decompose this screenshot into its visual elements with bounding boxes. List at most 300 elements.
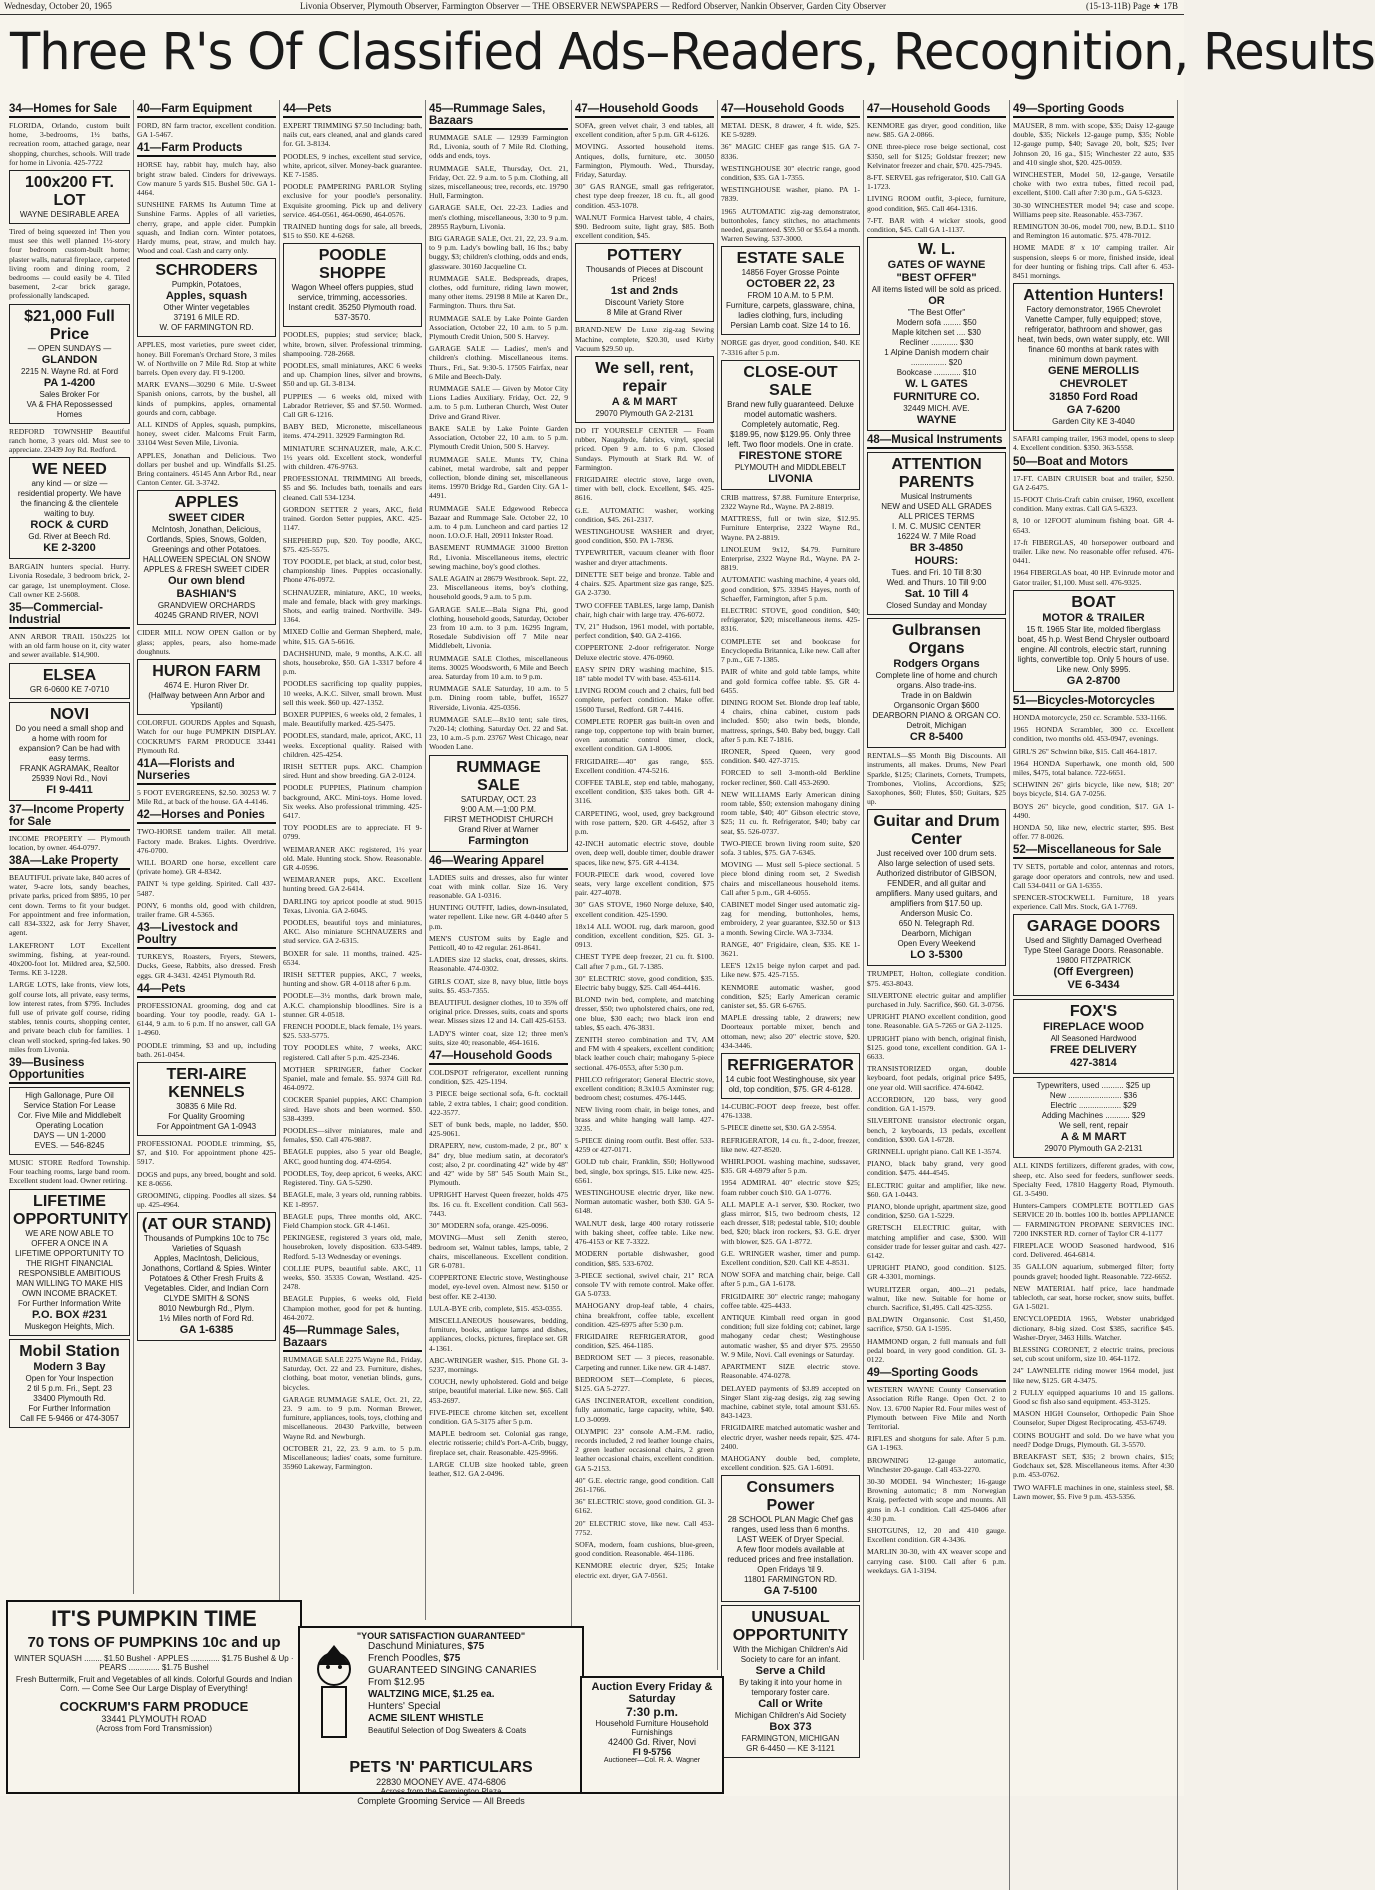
classified-ad: 3-PIECE sectional, swivel chair, 21" RCA console TV with remote control. Make offer. GA 5-0733.: [575, 1270, 714, 1299]
display-ad-line: LAST WEEK of Dryer Special.: [737, 1535, 844, 1545]
classified-ad: GIRLS COAT, size 8, navy blue, little boys suits. $5. 453-7355.: [429, 976, 568, 995]
classified-ad: LIVING ROOM couch and 2 chairs, full bed complete, perfect condition. Make offer. 15600 Tursel, Redford. GR 7-4416.: [575, 686, 714, 714]
classified-ad: HOME MADE 8' x 10' camping trailer. Air suspension, sleeps 6 or more, finished inside, ideal for deer hunting or fishing trips. Call after 6. 453-8451 mornings.: [1013, 243, 1174, 281]
section-heading: 45—Rummage Sales, Bazaars: [283, 1325, 422, 1352]
display-ad-line: Grand River at Warner: [458, 824, 539, 834]
section-heading: 45—Rummage Sales, Bazaars: [429, 103, 568, 130]
classified-ad: FLORIDA, Orlando, custom built home, 3-bedrooms, 1½ baths, recreation room, attached garage, near shopping, churches, schools. Will trade for home in Livonia. 425-7722: [9, 121, 130, 167]
classified-ad: PROFESSIONAL TRIMMING All breeds, $5 and $6. Includes bath, toenails and ears cleaned. Call 534-1234.: [283, 474, 422, 502]
classified-ad: MARLIN 30-30, with 4X weaver scope and carrying case. $100. Call after 6 p.m. weekdays. GA 1-3194.: [867, 1547, 1006, 1575]
classified-ad: DINETTE SET beige and bronze. Table and 4 chairs. $25. Apartment size gas range, $25. GA 2-3730.: [575, 569, 714, 598]
classified-ad: LARGE CLUB size hooked table, green leather, $12. GA 2-0496.: [429, 1459, 568, 1478]
display-ad-line: A & M MART: [1060, 1131, 1127, 1144]
section-heading: 49—Sporting Goods: [867, 1367, 1006, 1382]
display-ad: [1013, 590, 1174, 692]
classified-ad: 17-ft FIBERGLAS, 40 horsepower outboard and trailer. Like new. No reasonable offer refused. 476-0441.: [1013, 537, 1174, 566]
display-ad-line: 29070 Plymouth GA 2-2131: [595, 409, 694, 419]
classified-ad: FOUR-PIECE dark wood, covered love seats, very large excellent condition, $75 pair. 427-4078.: [575, 869, 714, 898]
classified-ad: 2 FULLY equipped aquariums 10 and 15 gallons. Good sc fish also sand equipment. 453-3125.: [1013, 1387, 1174, 1407]
display-ad-line: 8 Mile at Grand River: [606, 308, 683, 318]
display-ad-line: TERI-AIRE KENNELS: [166, 1065, 247, 1101]
classified-ad: FRIGIDAIRE electric stove, large oven, timer with bell, clock. Excellent, $45. 425-8616.: [575, 475, 714, 503]
classified-ad: NEW WILLIAMS Early American dining room table, $50; extension mahogany dining room table, $40; 40" Gibson electric stove, $25; 11 cu. ft. Refrigerator, $40; baby car seat, $5. 526-0737.: [721, 789, 860, 836]
display-ad-line: ELSEA: [42, 666, 97, 684]
display-ad-line: W. L GATES: [905, 378, 968, 391]
display-ad-line: ROCK & CURD: [30, 519, 109, 532]
display-ad-line: Maple kitchen set .... $30: [892, 328, 981, 338]
display-ad-line: Just received over 100 drum sets. Also large selection of used sets. Authorized distributor of GIBSON, FENDER, and all guitar and amplifiers. Many used guitars, and amplifiers from $17.50 up.: [875, 849, 998, 909]
classified-ad: 7-FT. BAR with 4 wicker stools, good condition, $45. Call GA 1-1137.: [867, 215, 1006, 235]
display-ad-line: 14856 Foyer Grosse Pointe: [741, 268, 840, 278]
classified-ad: NEW MATERIAL half price, lace handmade tablecloth, car seat, horse rocker, snow suits, buffet. GA 1-5021.: [1013, 1283, 1174, 1312]
classified-ad: 1964 FIBERGLAS boat, 40 HP. Evinrude motor and Gator trailer, $1,100. Must sell. 476-9325.: [1013, 568, 1174, 587]
section-heading: 39—Business Opportunities: [9, 1057, 130, 1084]
display-ad-line: UNUSUAL OPPORTUNITY: [732, 1609, 849, 1645]
pumpkin-address: 33441 PLYMOUTH ROAD: [101, 1714, 207, 1724]
classified-ad: 30" MODERN sofa, orange. 425-0096.: [429, 1221, 549, 1231]
display-ad-line: Garden City KE 3-4040: [1052, 417, 1135, 427]
classified-ad: NEW living room chair, in beige tones, and brass and white hanging wall lamp. 427-3235.: [575, 1105, 714, 1133]
classified-ad: BEAGLE pups, Three months old, AKC. Field Champion stock. GR 4-1461.: [283, 1211, 422, 1230]
classified-ad: LARGE LOTS, lake fronts, view lots, golf course lots, all private, easy terms, low interest rates, from $795. Includes full use of private golf course, riding stables, tennis courts, shopping center, and private beach club for families. 1 clean well stocked, spring-fed lakes. 90 miles from Livonia.: [9, 980, 130, 1054]
classified-ad: LULA-BYE crib, complete, $15. 453-0355.: [429, 1303, 563, 1313]
classified-ad: COLORFUL GOURDS Apples and Squash, Watch for our huge PUMPKIN DISPLAY. COCKRUM'S FARM PRODUCE 33441 Plymouth Rd.: [137, 718, 276, 755]
classified-ad: 1965 AUTOMATIC zig-zag demonstrator, buttonholes, fancy stitches, no attachments needed, guaranteed. $59.50 or $5.64 a month. Warren Sewing. 537-3000.: [721, 206, 860, 244]
display-ad-line: EVES. — 546-8245: [34, 1140, 105, 1150]
classified-ad: CIDER MILL NOW OPEN Gallon or by glass; apples, pears, also home-made doughnuts.: [137, 628, 276, 656]
classified-ad: HONDA 50, like new, electric starter, $95. Best offer. 77 8-0026.: [1013, 822, 1174, 842]
display-ad-line: GA 7-5100: [763, 1585, 818, 1598]
classified-ad: BAKE SALE by Lake Pointe Garden Association, October 22, 10 a.m. to 5 p.m. Plymouth Credit Union, 500 S. Harvey.: [429, 423, 568, 452]
display-ad-line: Rodgers Organs: [893, 658, 980, 671]
display-ad-line: OR: [928, 295, 945, 308]
section-heading: 52—Miscellaneous for Sale: [1013, 844, 1174, 859]
display-ad-line: Open Fridays 'til 9.: [757, 1565, 824, 1575]
classified-ad: RUMMAGE SALE Clothes, miscellaneous items. 30025 Woodsworth, 6 Mile and Beech area. Saturday from 10 a.m. to 9 p.m.: [429, 653, 568, 681]
classified-ad: TURKEYS, Roasters, Fryers, Stewers, Ducks, Geese, Rabbits, also dressed. Fresh eggs. GR 4-3431. 42451 Plymouth Rd.: [137, 952, 276, 980]
section-heading: 50—Boat and Motors: [1013, 456, 1174, 471]
pets-line8: Beautiful Selection of Dog Sweaters & Coats: [368, 1726, 527, 1735]
classified-ad: TRAINED hunting dogs for sale, all breeds, $15 to $50. KE 4-6268.: [283, 222, 422, 241]
classified-ad: COUCH, newly upholstered. Gold and beige stripe, beautiful material. Like new. $65. Call 453-2697.: [429, 1377, 568, 1405]
display-ad-line: All Seasoned Hardwood: [1050, 1034, 1137, 1044]
auction-phone: FI 9-5756: [632, 1747, 672, 1757]
display-ad-line: I. M. C. MUSIC CENTER: [892, 522, 981, 532]
classified-ad: BREAKFAST SET, $35; 2 brown chairs, $15; Godchaux set, $28. Miscellaneous items. After 4:30 p.m. 453-0762.: [1013, 1452, 1174, 1480]
classified-ad: MAUSER, 8 mm. with scope, $35; Daisy 12-gauge double, $35; Nickels 12-gauge pump, $35; Noble 12-gauge pump, $40; Savage 20, bolt, $25; Iver Johnson 20, 16 ga., $15; Winchester 22 auto, $35 and 410 single shot, $20. 425-0059.: [1013, 121, 1174, 167]
display-ad-line: FREE DELIVERY: [1050, 1044, 1137, 1057]
display-ad-line: "The Best Offer": [907, 308, 966, 318]
classified-ad: UPRIGHT piano with bench, original finish, $125. good tone, excellent condition. GA 1-6633.: [867, 1033, 1006, 1062]
classified-ad: HORSE hay, rabbit hay, mulch hay, also bright straw baled. Cinders for driveways. Cow manure 5 yards $15. Bushel 50c. GA 1-4464.: [137, 160, 276, 198]
display-ad-line: 2 til 5 p.m. Fri., Sept. 23: [27, 1383, 112, 1393]
pets-phone: 474-6806: [467, 1777, 506, 1787]
display-ad-line: Apples, MacIntosh, Delicious, Jonathons, Cortland & Spies. Winter Potatoes & Other Fresh Fruits & Vegetables. Cider, and Indian Corn: [142, 1254, 271, 1294]
classified-ad: RIFLES and shotguns for sale. After 5 p.m. GA 1-1963.: [867, 1434, 1006, 1453]
display-ad-line: We sell, rent, repair: [595, 360, 694, 396]
display-ad-line: 30835 6 Mile Rd.: [176, 1101, 237, 1111]
section-heading: 48—Musical Instruments: [867, 434, 1006, 449]
display-ad: [867, 809, 1006, 966]
display-ad-line: Call FE 5-9466 or 474-3057: [20, 1413, 119, 1423]
classified-ad: GORDON SETTER 2 years, AKC, field trained. Gordon Setter puppies, AKC. 425-1147.: [283, 504, 422, 533]
classified-ad: LIVING ROOM outfit, 3-piece, furniture, good condition, $65. Call 464-1316.: [867, 194, 1006, 213]
display-ad-line: Wagon Wheel offers puppies, stud service, trimming, accessories. Instant credit. 35250 Plymouth road. 537-3570.: [288, 283, 417, 323]
display-ad-line: Gulbransen Organs: [892, 622, 981, 658]
display-ad-line: WAYNE: [916, 414, 957, 427]
classified-ad: COFFEE TABLE, step end table, mahogany, excellent condition, $35 takes both. GR 4-3116.: [575, 777, 714, 806]
display-ad: [867, 452, 1006, 615]
classified-ad: WALNUT Formica Harvest table, 4 chairs, $90. Bedroom suite, light gray, $85. Both excellent condition, $45.: [575, 212, 714, 241]
classified-ad: TWO COFFEE TABLES, large lamp, Danish chair, high chair with large tray. 476-6072.: [575, 600, 714, 619]
classified-ad: APPLES, most varieties, pure sweet cider, honey. Bill Foreman's Orchard Store, 3 miles W. of Northville on 7 Mile Rd. Stop at white barrels. Open every day. FI 9-1200.: [137, 340, 276, 378]
section-heading: 47—Household Goods: [575, 103, 714, 118]
classified-ad: FRIGIDAIRE—40" gas range, $55. Excellent condition. 474-5216.: [575, 756, 714, 775]
classified-ad: 35 GALLON aquarium, submerged filter; forty pounds gravel; hooded light. Reasonable. 722-6652.: [1013, 1262, 1174, 1281]
classified-ad: WALNUT desk, large 400 rotary rotisserie with baking sheet, coffee table. Like new. 476-4153 or KE 7-3322.: [575, 1218, 714, 1247]
classified-ad: DARLING toy apricot poodle at stud. 9015 Texas, Livonia. GA 2-6045.: [283, 896, 422, 915]
classified-column: [6, 100, 134, 1594]
pets-price2: $75: [443, 1653, 461, 1664]
section-heading: 37—Income Property for Sale: [9, 804, 130, 831]
section-heading: 38A—Lake Property: [9, 855, 130, 870]
classified-ad: RUMMAGE SALE—8x10 tent; sale tires, 7x20-14; clothing. Saturday Oct. 22 and Sat. 23, 10 a.m.-5 p.m. 23767 West Chicago, near Wooden Lane.: [429, 714, 568, 752]
classified-ad: 30-30 MODEL 94 Winchester; 16-gauge Browning automatic; 8 mm Norwegian Kraig, perfected with scope and mounts. All guns in A-1 condition. Call 425-0406 after 4:30 p.m.: [867, 1477, 1006, 1523]
display-ad: [137, 1062, 276, 1136]
display-ad-line: FIREPLACE WOOD: [1043, 1021, 1144, 1034]
classified-ad: BARGAIN hunters special. Hurry. Livonia Rosedale, 3 bedroom brick, 2-car garage, 1st unemployment. Close. Call owner KE 2-5608.: [9, 562, 130, 599]
display-ad-line: BR 3-4850: [909, 542, 964, 555]
classified-ad: TRANSISTORIZED organ, double keyboard, foot pedals, original price $495, one year old. Will sacrifice. 474-6042.: [867, 1064, 1006, 1092]
classified-ad: CABINET model Singer used automatic zig-zag for mending, buttonholes, hems, embroidery, 2 year guarantee, $32.50 or $13 a month. Sewing Circle. WA 3-7334.: [721, 899, 860, 937]
classified-ad: FRIGIDAIRE 30" electric range; mahogany coffee table. 425-4433.: [721, 1291, 860, 1310]
classified-ad: ALL MAPLE A-1 server, $30. Rocker, two glass mirror, $15, two bedroom chests, 12 each dresser, $18; pedestal table, $10; double bed, $20; black iron rockers, $3. G.E. dryer with blower, $25. GA 1-8772.: [721, 1199, 860, 1246]
classified-column: [134, 100, 280, 1620]
pumpkin-note: (Across from Ford Transmission): [95, 1724, 213, 1733]
display-ad: [137, 490, 276, 625]
classified-ad: NOW SOFA and matching chair, beige. Call after 5 p.m., GA 1-6178.: [721, 1270, 860, 1289]
classified-ad: BASEMENT RUMMAGE 31000 Bretton Rd., Livonia. Miscellaneous items, electric sewing machine, boy's good clothes.: [429, 543, 568, 571]
classified-ad: POODLE PAMPERING PARLOR Styling exclusive for your poodle's personality. Exquisite grooming. Pick up and delivery service. 464-0561, 464-0690, 464-0576.: [283, 182, 422, 219]
classified-ad: WHIRLPOOL washing machine, sudssaver, $35. GR 4-6979 after 5 p.m.: [721, 1157, 860, 1176]
classified-ad: ENCYCLOPEDIA 1965, Webster unabridged dictionary, 8-big sized. Cost $385, sacrifice $45. Washer-Dryer, 3463 Hills. Watcher.: [1013, 1314, 1174, 1342]
display-ad-line: ESTATE SALE: [736, 250, 845, 268]
display-ad: [9, 1339, 130, 1428]
classified-ad: PROFESSIONAL POODLE trimming, $5, $7, and $10. For appointment phone 425-5917.: [137, 1138, 276, 1167]
pets-line4: From $12.95: [368, 1677, 425, 1688]
classified-ad: FORCED to sell 3-month-old Berkline rocker recliner, $60. Call 453-2690.: [721, 768, 860, 787]
classified-ad: 24" LAWNELITE riding mower 1964 model, just like new, $125. GR 4-3475.: [1013, 1366, 1174, 1385]
display-ad: [9, 702, 130, 801]
auction-time: 7:30 p.m.: [625, 1705, 679, 1719]
display-ad-line: 37191 6 MILE RD.: [173, 313, 240, 323]
classified-ad: TWO WAFFLE machines in one, stainless steel, $8. Lawn mower, $5. Five 9 p.m. 453-5356.: [1013, 1482, 1174, 1501]
classified-ad: SPENCER-STOCKWELL Furniture, 18 years experience. Call Mrs. Stock, GA 1-7769.: [1013, 892, 1174, 912]
display-ad-line: Open for Your Inspection: [25, 1373, 114, 1383]
classified-ad: METAL DESK, 8 drawer, 4 ft. wide, $25. KE 5-9289.: [721, 121, 860, 140]
classified-ad: COMPLETE ROPER gas built-in oven and range top, coppertone top with brain burner, oven automatic control timer, clock, excellent condition. GA 1-8006.: [575, 716, 714, 754]
display-ad-line: Modern 3 Bay: [33, 1360, 106, 1373]
classified-ad: TWO-HORSE tandem trailer. All metal. Factory made. Brakes. Lights. Overdrive. 476-0700.: [137, 827, 276, 855]
classified-ad: BABY BED, Micronette, miscellaneous items. 474-2911. 32929 Farmington Rd.: [283, 422, 422, 441]
display-ad-line: SATURDAY, OCT. 23: [460, 794, 537, 804]
classified-ad: DRAPERY, new, custom-made, 2 pr., 80" x 84" dry, blue medium satin, at decorator's cost; also, 2 pr. coordinating 42" wide by 48" and 42" wide by 58" 545 South Main St., Plymouth.: [429, 1141, 568, 1188]
classified-ad: SOFA, modern, foam cushions, blue-green, good condition. Reasonable. 464-1186.: [575, 1539, 714, 1559]
display-ad-line: For Further Information: [28, 1403, 111, 1413]
classified-ad: 1965 HONDA Scrambler, 300 cc. Excellent condition, two months old. 453-0947, evenings.: [1013, 725, 1174, 744]
section-heading: 47—Household Goods: [721, 103, 860, 118]
classified-ad: REDFORD TOWNSHIP Beautiful ranch home, 3 years old. Must see to appreciate. 23439 Joy Rd. Redford.: [9, 426, 130, 455]
classified-ad: NORGE gas dryer, good condition, $40. KE 7-3316 after 5 p.m.: [721, 338, 860, 357]
display-ad: [137, 659, 276, 715]
display-ad-line: (Off Evergreen): [1053, 966, 1134, 979]
classified-ad: CHEST TYPE deep freezer, 21 cu. ft. $100. Call after 7 p.m., GL 7-1385.: [575, 952, 714, 971]
classified-ad: OCTOBER 21, 22, 23. 9 a.m. to 5 p.m. Miscellaneous; ladies' coats, some furniture. 35960 Lakeway, Farmington.: [283, 1443, 422, 1472]
classified-ad: PAINT ¼ type gelding. Spirited. Call 437-5487.: [137, 879, 276, 898]
display-ad-line: WE ARE NOW ABLE TO OFFER A ONCE IN A LIFETIME OPPORTUNITY TO THE RIGHT FINANCIAL RESPONSIBLE AMBITIOUS MAN WILLING TO MAKE HIS OWN INCOME BRACKET.: [15, 1228, 124, 1298]
display-ad-line: CR 8-5400: [909, 731, 964, 744]
classified-ad: RANGE, 40" Frigidaire, clean, $35. KE 1-3621.: [721, 939, 860, 958]
display-ad-line: Organsonic Organ $600: [893, 701, 980, 711]
classified-ad: WESTINGHOUSE 30" electric range, good condition, $35. GA 1-7355.: [721, 163, 860, 183]
display-ad-line: GATES OF WAYNE: [887, 259, 986, 272]
display-ad-line: Other Winter vegetables: [163, 303, 250, 313]
classified-ad: DACHSHUND, male, 9 months, A.K.C. all shots, housebroke, $50. GA 1-3317 before 4 p.m.: [283, 648, 422, 677]
classified-column: [572, 100, 718, 1670]
classified-ad: ONE three-piece rose beige sectional, cost $350, sell for $125; Goldstar freezer; new Kelvinator freezer and chair, $70. 425-7945.: [867, 142, 1006, 170]
classified-ad: RUMMAGE SALE, Thursday, Oct. 21, Friday, Oct. 22. 9 a.m. to 5 p.m. Clothing, all sizes, miscellaneous; tree, records, etc. 19790 Hull, Farmington.: [429, 163, 568, 201]
classified-ad: FIVE-PIECE chrome kitchen set, excellent condition. GA 5-3175 after 5 p.m.: [429, 1407, 568, 1426]
classified-ad: IRISH SETTER puppies, AKC, 7 weeks, hunting and show. GR 4-0118 after 6 p.m.: [283, 970, 422, 989]
pets-line2: French Poodles,: [368, 1653, 441, 1664]
display-ad-line: Electric ................... $29: [1050, 1101, 1137, 1111]
display-ad-line: Modern sofa ........ $50: [896, 318, 977, 328]
display-ad-line: CLOSE-OUT SALE: [743, 363, 838, 399]
classified-ad: SALE AGAIN at 28679 Westbrook. Sept. 22, 23. Miscellaneous items, boy's clothing, household goods, 9 a.m. to 5 p.m.: [429, 573, 568, 602]
classified-ad: RUMMAGE SALE 2275 Wayne Rd., Friday, Saturday, Oct. 22 and 23. Furniture, dishes, clothing, boat motor, venetian blinds, guns, bicycles.: [283, 1354, 422, 1392]
classified-ad: RUMMAGE SALE — 12939 Farmington Rd., Livonia, south of 7 Mile Rd. Clothing, odds and ends, toys.: [429, 133, 568, 161]
display-ad-line: GA 1-6385: [179, 1324, 234, 1337]
classified-ad: LADIES size 12 slacks, coat, dresses, skirts. Reasonable. 474-0302.: [429, 955, 568, 974]
pumpkin-store-name: COCKRUM'S FARM PRODUCE: [59, 1699, 249, 1714]
classified-ad: SHOTGUNS, 12, 20 and 410 gauge. Excellent condition. GR 4-3436.: [867, 1526, 1006, 1545]
classified-ad: COLLIE PUPS, beautiful sable. AKC, 11 weeks, $50. 35335 Cowan, Westland. 425-2478.: [283, 1263, 422, 1292]
classified-ad: BEDROOM SET — 3 pieces, reasonable. Carpeting and runner. Like new. GR 4-1487.: [575, 1353, 714, 1372]
display-ad: [867, 618, 1006, 748]
classified-column: [426, 100, 572, 1670]
display-ad: [721, 1053, 860, 1099]
display-ad-line: DAYS — UN 1-2000: [33, 1130, 106, 1140]
display-ad-line: Michigan Children's Aid Society: [734, 1711, 847, 1721]
classified-ad: BOYS 26" bicycle, good condition, $17. GA 1-4490.: [1013, 801, 1174, 820]
display-ad-line: Do you need a small shop and a home with room for expansion? Can be had with easy terms.: [15, 723, 124, 763]
classified-ad: ALL KINDS of Apples, squash, pumpkins, honey, sweet cider. Malcoms Fruit Farm, 33104 West Seven Mile, Livonia.: [137, 420, 276, 448]
classified-ad: BLOND twin bed, complete, and matching dresser, $50; two upholstered chairs, one red, one blue, $30 each; two black iron end tables, $5 each. 476-3831.: [575, 995, 714, 1032]
display-ad-line: APPLES: [174, 494, 239, 512]
classified-ad: KENMORE electric dryer, $25; Intake electric ext. dryer, GA 7-0561.: [575, 1561, 714, 1580]
display-ad-line: POODLE SHOPPE: [318, 247, 387, 283]
classified-ad: BEDROOM SET—Complete, 6 pieces, $125. GA 5-2727.: [575, 1374, 714, 1393]
display-ad-line: BOAT: [1071, 593, 1116, 611]
paper-names: Livonia Observer, Plymouth Observer, Farmington Observer — THE OBSERVER NEWSPAPERS — Redford Observer, Nankin Observer, Garden City Observer: [300, 1, 887, 11]
display-ad-line: Guitar and Drum Center: [873, 813, 1000, 849]
display-ad-line: Attention Hunters!: [1023, 287, 1164, 305]
classified-ad: FIREPLACE WOOD Seasoned hardwood, $16 cord. Delivered. 464-6814.: [1013, 1240, 1174, 1260]
classified-ad: BALDWIN Organsonic. Cost $1,450, sacrifice, $750. GA 1-1595.: [867, 1315, 1006, 1334]
classified-ad: POODLES, standard, male, apricot, AKC, 11 weeks. Exceptional quality. Raised with children. 425-4254.: [283, 731, 422, 759]
display-ad: [721, 246, 860, 335]
display-ad: [9, 1189, 130, 1336]
classified-ad: 5 FOOT EVERGREENS, $2.50. 30253 W. 7 Mile Rd., at back of the house. GA 4-4146.: [137, 787, 276, 807]
classified-ad: 18x14 ALL WOOL rug, dark maroon, good condition, excellent condition, $25. GL 3-0913.: [575, 921, 714, 950]
classified-ad: IRISH SETTER pups. AKC. Champion sired. Hunt and show breeding. GA 2-0124.: [283, 761, 422, 781]
classified-ad: LAKEFRONT LOT Excellent swimming, fishing, at year-round. 40x200-foot lot. Mildred area, $2,500. Terms. KE 3-1228.: [9, 940, 130, 978]
auction-address: 42400 Gd. River, Novi: [607, 1737, 697, 1747]
display-ad: [9, 304, 130, 424]
section-heading: 49—Sporting Goods: [1013, 103, 1174, 118]
display-ad-line: 40245 GRAND RIVER, NOVI: [154, 611, 259, 621]
display-ad-line: 2215 N. Wayne Rd. at Ford: [20, 366, 119, 376]
display-ad-line: For Quality Grooming: [168, 1111, 245, 1121]
display-ad-line: — OPEN SUNDAYS —: [27, 343, 112, 353]
display-ad-line: Varieties of Squash: [172, 1244, 241, 1254]
display-ad-line: (Halfway between Ann Arbor and Ypsilanti): [148, 691, 265, 711]
pets-across: Across from the Farmington Plaza: [380, 1787, 502, 1796]
display-ad: [1013, 283, 1174, 431]
display-ad-line: GENE MEROLLIS: [1047, 365, 1140, 378]
classified-ad: WESTINGHOUSE WASHER and dryer, good condition, $50. PA 1-7836.: [575, 527, 714, 546]
display-ad-line: 28 SCHOOL PLAN Magic Chef gas ranges, used less than 6 months.: [727, 1515, 854, 1535]
classified-ad: POODLES—silver miniatures, male and females, $50. Call 476-9887.: [283, 1126, 422, 1145]
display-ad-line: MOTOR & TRAILER: [1042, 611, 1145, 624]
classified-ad: 3 PIECE beige sectional sofa, 6-ft. cocktail table, 2 extra tables, 1 chair; good condition. 422-3577.: [429, 1089, 568, 1117]
display-ad-line: 100x200 FT. LOT: [25, 174, 114, 210]
display-ad-line: DEARBORN PIANO & ORGAN CO.: [872, 711, 1001, 721]
classified-ad: MAPLE dressing table, 2 drawers; new Doorteaux portable mixer, bench and ottoman, new; also 20" electric stove, $20. 434-3446.: [721, 1013, 860, 1050]
classified-ad: HUNTING OUTFIT, ladies, down-insulated, water repellent. Like new. GR 4-0440 after 5 p.m.: [429, 903, 568, 931]
display-ad-line: 1st and 2nds: [610, 285, 679, 298]
classified-ad: GARAGE SALE, Oct. 22-23. Ladies and men's clothing, miscellaneous, 3:30 to 9 p.m. 28955 Rayburn, Livonia.: [429, 203, 568, 231]
classified-ad: TV, 21" Hudson, 1961 model, with portable, perfect condition, $40. GA 2-4166.: [575, 621, 714, 641]
classified-ad: 30" GAS STOVE, 1960 Norge deluxe, $40, excellent condition. 425-1590.: [575, 900, 714, 919]
classified-ad: LEE'S 12x15 beige nylon carpet and pad. Like new. $75. 425-7155.: [721, 961, 860, 980]
display-ad-line: Operating Location: [35, 1120, 104, 1130]
auction-goods: Household Furniture Household Furnishings: [595, 1719, 709, 1737]
classified-ad: HONDA motorcycle, 250 cc. Scramble. 533-1166.: [1013, 712, 1167, 722]
pets-line6: Hunters' Special: [368, 1701, 441, 1712]
display-ad-line: Sat. 10 Till 4: [904, 588, 969, 601]
display-ad-line: Muskegon Heights, Mich.: [24, 1321, 115, 1331]
classified-ad: OLYMPIC 23" console A.M.-F.M. radio, records included, 2 red leather lounge chairs, 2 green leather occasional chairs, 2 green leather occasional chairs, excellent condition. GA 5-2153.: [575, 1426, 714, 1473]
classified-ad: G.E. AUTOMATIC washer, working condition, $45. 261-2317.: [575, 505, 714, 524]
classified-ad: SHEPHERD pup, $20. Toy poodle, AKC, $75. 425-5575.: [283, 535, 422, 554]
display-ad: [721, 1475, 860, 1602]
classified-ad: UPRIGHT PIANO, good condition. $125. GR 4-3301, mornings.: [867, 1263, 1006, 1282]
display-ad-line: POTTERY: [607, 247, 682, 265]
display-ad-line: GRANDVIEW ORCHARDS: [157, 601, 256, 611]
classified-column: [1010, 100, 1178, 1890]
display-ad-line: WE NEED: [32, 461, 107, 479]
classified-ad: POODLE—3½ months, dark brown male, A.K.C. championship bloodlines. Sire is a stunner. GR 4-0518.: [283, 991, 422, 1019]
classified-ad: ELECTRIC STOVE, good condition, $40; refrigerator, $20; miscellaneous items. 425-8316.: [721, 606, 860, 634]
classified-ad: DELAYED payments of $3.89 accepted on Singer Slant zig-zag desigs, zig zag sewing machine, cabinet style, total amount $31.65. 843-1423.: [721, 1383, 860, 1421]
classified-ad: KENMORE automatic washer, good condition, $25; Early American ceramic canister set, $5. GR 6-6765.: [721, 982, 860, 1010]
classified-ad: INCOME PROPERTY — Plymouth location, by owner. 464-0797.: [9, 833, 130, 852]
classified-ad: SILVERTONE electric guitar and amplifier purchased in July. Sacrifice, $60. GL 3-0756.: [867, 990, 1006, 1010]
classified-ad: MIXED Collie and German Shepherd, male, white, $15. GA 5-6616.: [283, 627, 422, 646]
display-ad-line: By taking it into your home in temporary foster care.: [739, 1678, 842, 1698]
display-ad: [9, 663, 130, 699]
classified-ad: ANTIQUE Kimball reed organ in good condition; full size folding cot; cabinet, large mahogany cedar chest; Westinghouse automatic washer, $5 and dryer $75. 29550 W. 9 Mile, Novi. Call evenings or Saturday.: [721, 1313, 860, 1359]
classified-ad: RUMMAGE SALE Saturday, 10 a.m. to 5 p.m. Dining room table, buffet, 16527 Riverside, Livonia. 425-0356.: [429, 684, 568, 712]
classified-ad: POODLES, 9 inches, excellent stud service, white, apricot, silver. Money-back guarantee. KE 7-1585.: [283, 151, 422, 180]
display-ad-line: Apples, squash: [165, 290, 248, 303]
section-heading: 35—Commercial-Industrial: [9, 602, 130, 629]
display-ad-line: Thousands of Pumpkins 10c to 75c: [144, 1234, 269, 1244]
display-ad-line: any kind — or size — residential property. We have the financing & the clientele waiting to buy.: [17, 479, 122, 519]
classified-ad: MINIATURE SCHNAUZER, male, A.K.C. 1½ years old. Excellent stock, wonderful with children. 476-9763.: [283, 443, 422, 472]
classified-column: [280, 100, 426, 1620]
classified-ad: TOY POODLES are to appreciate. FI 9-0799.: [283, 823, 422, 842]
section-heading: 47—Household Goods: [429, 1050, 568, 1065]
display-ad-line: FROM 10 A.M. to 5 P.M.: [747, 291, 834, 301]
classified-ad: PIANO, blonde upright, apartment size, good condition, $250. GA 1-5229.: [867, 1201, 1006, 1221]
pets-price1: $75: [467, 1641, 485, 1652]
classified-ad: FRIGIDAIRE matched automatic washer and electric dryer, washer needs repair, $25. 474-2400.: [721, 1423, 860, 1451]
section-heading: 46—Wearing Apparel: [429, 855, 568, 870]
display-ad-line: Our own blend: [168, 575, 245, 588]
classified-ad: MOVING — Must sell 5-piece sectional. 5 piece blond dining room set, 2 Swedish chairs and miscellaneous household items. Call after 5 p.m., GR 4-6055.: [721, 860, 860, 897]
classified-ad: FORD, 8N farm tractor, excellent condition. GA 1-5467.: [137, 121, 276, 140]
classified-ad: SUNSHINE FARMS Its Autumn Time at Sunshine Farms. Apples of all varieties, cherry, grape, and apple cider. Pumpkin squash, and Indian corn. Winter potatoes, Hardy mums, peat, straw, and mulch hay. Wood and coal. Cash and carry only.: [137, 200, 276, 256]
classified-ad: TOY POODLES white, 7 weeks, AKC registered. Call after 5 p.m. 425-2346.: [283, 1043, 422, 1062]
classified-ad: TOY POODLE, pet black, at stud, color best, championship lines. Puppies occasionally. Phone 476-0972.: [283, 556, 422, 585]
display-ad-line: Open Every Weekend: [897, 939, 976, 949]
classified-ad: POODLES, small miniatures, AKC 6 weeks and up. Champion lines, silver and browns, $50 and up. GL 3-8134.: [283, 361, 422, 389]
display-ad-line: Adding Machines ........... $29: [1041, 1111, 1146, 1121]
display-ad-line: Recliner ............ $30: [899, 338, 974, 348]
auction-auctioneer: Auctioneer—Col. R. A. Wagner: [603, 1757, 701, 1764]
classified-ad: PONY, 6 months old, good with children, trailer frame. GR 4-5365.: [137, 900, 276, 919]
display-ad-line: OCTOBER 22, 23: [746, 278, 835, 291]
display-ad-line: Anderson Music Co.: [900, 909, 973, 919]
classified-ad: RUMMAGE SALE by Lake Pointe Garden Association, October 22, 10 a.m. to 5 p.m. Plymouth Credit Union, 500 S. Harvey.: [429, 313, 568, 342]
classified-ad: AUTOMATIC washing machine, 4 years old, good condition, $75. 33945 Hayes, north of Schaeffer, Farmington, after 5 p.m.: [721, 575, 860, 603]
classified-ad: 30-30 WINCHESTER model 94; case and scope. Williams peep site. Reasonable. 453-7367.: [1013, 200, 1174, 219]
classified-ad: BIG GARAGE SALE, Oct. 21, 22, 23. 9 a.m. to 9 p.m. Lady's bowling ball, 16 lbs.; baby buggy, $3; children's clothing, odds and ends, glassware. 30160 Jacqueline Ct.: [429, 234, 568, 271]
display-ad-line: GR 6-0600 KE 7-0710: [29, 684, 110, 694]
classified-ad: 1954 ADMIRAL 40" electric stove $25; foam rubber couch $10. GA 1-0776.: [721, 1178, 860, 1197]
classified-ad: DOGS and pups, any breed, bought and sold. KE 8-0656.: [137, 1169, 276, 1188]
display-ad-line: SWEET CIDER: [168, 512, 245, 525]
classified-ad: 8-FT. SERVEL gas refrigerator, $10. Call GA 1-1723.: [867, 173, 1006, 192]
classified-ad: 14-CUBIC-FOOT deep freeze, best offer. 476-1338.: [721, 1102, 860, 1121]
display-ad-line: ALL PRICES TERMS: [898, 512, 975, 522]
classified-ad: 20" ELECTRIC stove, like new. Call 453-7752.: [575, 1518, 714, 1537]
section-heading: 51—Bicycles-Motorcycles: [1013, 695, 1174, 710]
classified-ad: SILVERTONE transistor electronic organ, bench, 2 keyboards, 13 pedals, excellent condition, $300. GA 1-6728.: [867, 1116, 1006, 1144]
display-ad-line: WAYNE DESIRABLE AREA: [19, 210, 120, 220]
classified-ad: SOFA, green velvet chair, 3 end tables, all excellent condition, after 5 p.m. GR 4-6126.: [575, 121, 714, 140]
display-ad-line: Dearborn, Michigan: [901, 929, 972, 939]
display-ad-line: W. L.: [917, 241, 956, 259]
display-ad-line: FI 9-4411: [46, 783, 93, 796]
display-ad-line: FRANK AGRAMAK, Realtor: [19, 763, 120, 773]
classified-ad: 5-PIECE dining room outfit. Best offer. 533-4259 or 427-0171.: [575, 1136, 714, 1155]
display-ad-line: CLYDE SMITH & SONS: [163, 1294, 250, 1304]
classified-ad: BEAUTIFUL private lake, 840 acres of water, 9-acre lots, sandy beaches, private parks, priced from $895, 10 per cent down. Terms to fit your budget. For appointment and free information, call 834-3322, ask for Jerry Shaver, agent.: [9, 873, 130, 938]
classified-ad: BEAGLE puppies, also 5 year old Beagle, AKC, good hunting dog. 474-6954.: [283, 1147, 422, 1166]
